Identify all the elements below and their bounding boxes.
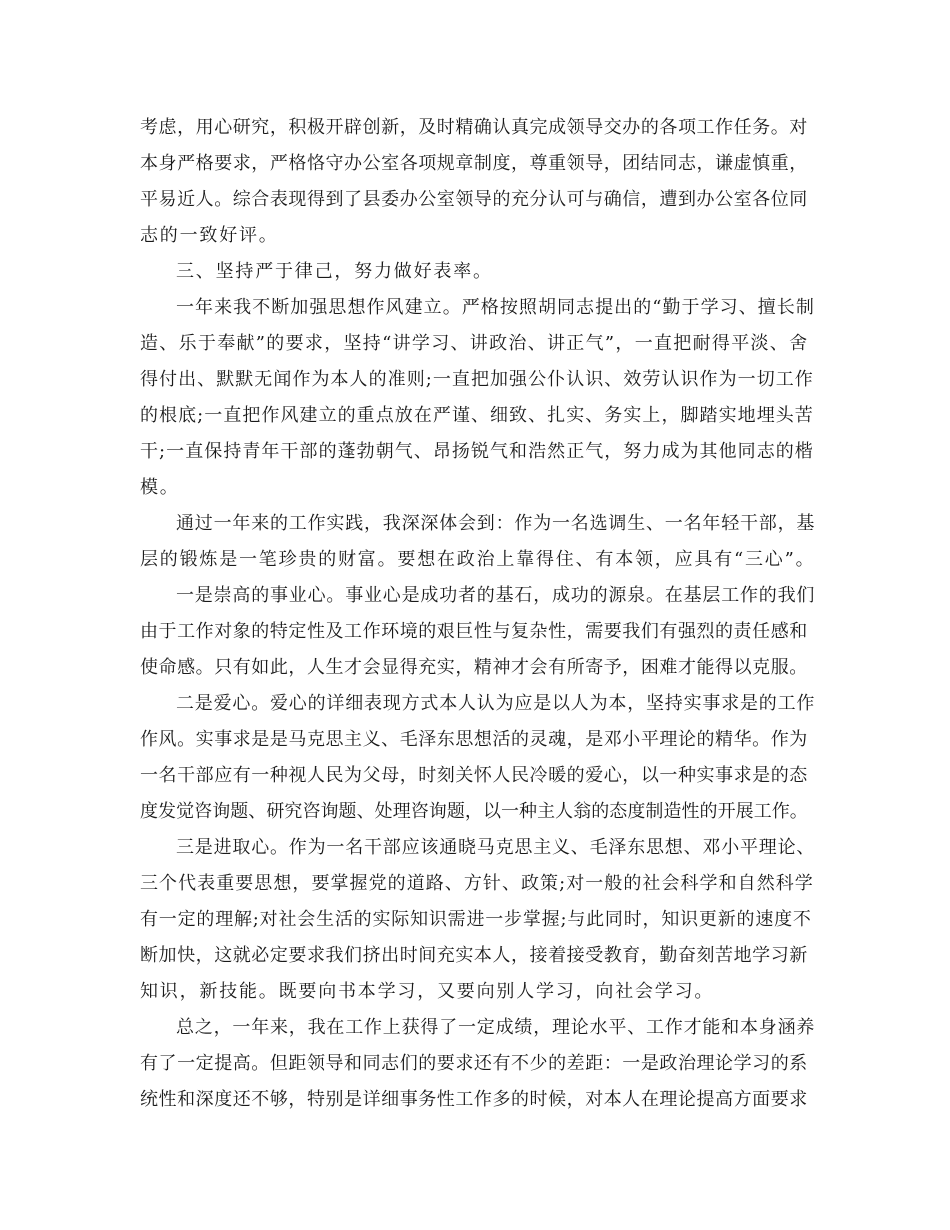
text-line: 断加快，这就必定要求我们挤出时间充实本人，接着接受教育，勤奋刻苦地学习新: [140, 945, 808, 966]
text-line: 作风。实事求是是马克思主义、毛泽东思想活的灵魂，是邓小平理论的精华。作为: [140, 729, 808, 750]
text-line: 由于工作对象的特定性及工作环境的艰巨性与复杂性，需要我们有强烈的责任感和: [140, 621, 808, 642]
text-line: 造、乐于奉献”的要求，坚持“讲学习、讲政治、讲正气”，一直把耐得平淡、舍: [140, 333, 809, 354]
text-line: 有了一定提高。但距领导和同志们的要求还有不少的差距：一是政治理论学习的系: [140, 1053, 808, 1074]
text-line: 的根底;一直把作风建立的重点放在严谨、细致、扎实、务实上，脚踏实地埋头苦: [140, 405, 814, 426]
text-line: 一名干部应有一种视人民为父母，时刻关怀人民冷暖的爱心，以一种实事求是的态: [140, 765, 808, 786]
section-heading: 三、坚持严于律己，努力做好表率。: [176, 261, 493, 282]
text-line: 二是爱心。爱心的详细表现方式本人认为应是以人为本，坚持实事求是的工作: [176, 693, 816, 714]
text-line: 总之，一年来，我在工作上获得了一定成绩，理论水平、工作才能和本身涵养: [176, 1017, 816, 1038]
text-line: 三个代表重要思想，要掌握党的道路、方针、政策;对一般的社会科学和自然科学: [140, 873, 814, 894]
text-line: 模。: [140, 477, 180, 498]
text-line: 有一定的理解;对社会生活的实际知识需进一步掌握;与此同时，知识更新的速度不: [140, 909, 812, 930]
text-line: 度发觉咨询题、研究咨询题、处理咨询题，以一种主人翁的态度制造性的开展工作。: [140, 801, 808, 822]
text-line: 一年来我不断加强思想作风建立。严格按照胡同志提出的“勤于学习、擅长制: [176, 297, 815, 318]
text-line: 平易近人。综合表现得到了县委办公室领导的充分认可与确信，遭到办公室各位同: [140, 189, 808, 210]
text-line: 得付出、默默无闻作为本人的准则;一直把加强公仆认识、效劳认识作为一切工作: [140, 369, 814, 390]
text-line: 三是进取心。作为一名干部应该通晓马克思主义、毛泽东思想、邓小平理论、: [176, 837, 816, 858]
text-line: 通过一年来的工作实践，我深深体会到：作为一名选调生、一名年轻干部，基: [176, 513, 816, 534]
text-line: 志的一致好评。: [140, 225, 279, 246]
text-line: 考虑，用心研究，积极开辟创新，及时精确认真完成领导交办的各项工作任务。对: [140, 117, 808, 138]
text-line: 干;一直保持青年干部的蓬勃朝气、昂扬锐气和浩然正气，努力成为其他同志的楷: [140, 441, 814, 462]
text-line: 使命感。只有如此，人生才会显得充实，精神才会有所寄予，困难才能得以克服。: [140, 657, 808, 678]
text-line: 本身严格要求，严格恪守办公室各项规章制度，尊重领导，团结同志，谦虚慎重，: [140, 153, 808, 174]
text-line: 统性和深度还不够，特别是详细事务性工作多的时候，对本人在理论提高方面要求: [140, 1089, 808, 1110]
text-line: 一是崇高的事业心。事业心是成功者的基石，成功的源泉。在基层工作的我们: [176, 585, 816, 606]
text-line: 知识，新技能。既要向书本学习，又要向别人学习，向社会学习。: [140, 981, 715, 1002]
text-line: 层的锻炼是一笔珍贵的财富。要想在政治上靠得住、有本领，应具有“三心”。: [140, 549, 816, 570]
